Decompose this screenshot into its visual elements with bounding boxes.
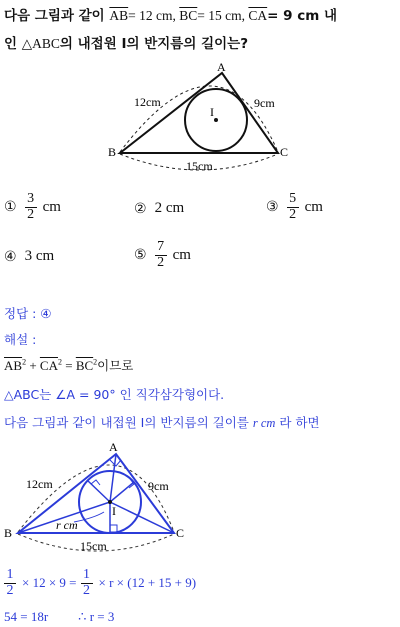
choice-5[interactable]: ⑤ $\frac{7}{2}$ cm: [134, 239, 191, 270]
triangle-abc: [120, 73, 278, 153]
choice-2[interactable]: ② 2 cm: [134, 200, 185, 217]
right-triangle-line: △ABC는 ∠A = 90° 인 직각삼각형이다.: [4, 387, 225, 402]
line-ic: [110, 502, 174, 533]
final-equation: 54 = 18r ∴ r = 3: [4, 609, 115, 624]
triangle-figure-1: [100, 58, 300, 178]
label-ca-length: 9cm: [254, 96, 275, 110]
label-c: C: [280, 145, 289, 159]
let-radius-line: 다음 그림과 같이 내접원 I의 반지름의 길이를 r cm 라 하면: [4, 415, 320, 430]
label-a: A: [217, 60, 226, 74]
label-i-2: I: [112, 504, 116, 518]
pythagoras-equation: $\overline{AB}^2 + \overline{CA}^2 = \overline{BC}^2$이므로: [4, 357, 134, 373]
label-bc-length: 15cm: [186, 159, 213, 173]
right-angle-mark-bc: [110, 525, 117, 532]
label-ca-length-2: 9cm: [148, 479, 169, 493]
label-a-2: A: [109, 440, 118, 454]
area-equation: $\frac{1}{2}$ × 12 × 9 = $\frac{1}{2}$ × r × (12 + 15 + 9): [4, 568, 196, 598]
label-i: I: [210, 105, 214, 119]
choice-1[interactable]: ① $\frac{3}{2}$ cm: [4, 191, 61, 222]
radius-ac: [110, 482, 134, 502]
label-r: r cm: [56, 518, 78, 532]
label-ab-length-2: 12cm: [26, 477, 53, 491]
label-bc-length-2: 15cm: [80, 539, 107, 553]
choice-3[interactable]: ③ $\frac{5}{2}$ cm: [266, 191, 323, 222]
label-b: B: [108, 145, 117, 159]
incenter-dot: [214, 118, 218, 122]
label-ab-length: 12cm: [134, 95, 161, 109]
label-c-2: C: [176, 526, 185, 540]
question-line-2: 인 △ABC의 내접원 I의 반지름의 길이는?: [4, 36, 249, 52]
question-line-1: 다음 그림과 같이 $\overline{AB}= 12$ cm, $\overline{BC}= 15$ cm, $\overline{CA}= 9$ cm 내: [4, 8, 338, 24]
explanation-label: 해설 :: [4, 332, 37, 347]
choice-4[interactable]: ④ 3 cm: [4, 248, 55, 265]
answer-label: 정답 : ④: [4, 306, 52, 321]
r-arrow: [74, 512, 104, 522]
label-b-2: B: [4, 526, 13, 540]
triangle-figure-2: [2, 438, 202, 560]
